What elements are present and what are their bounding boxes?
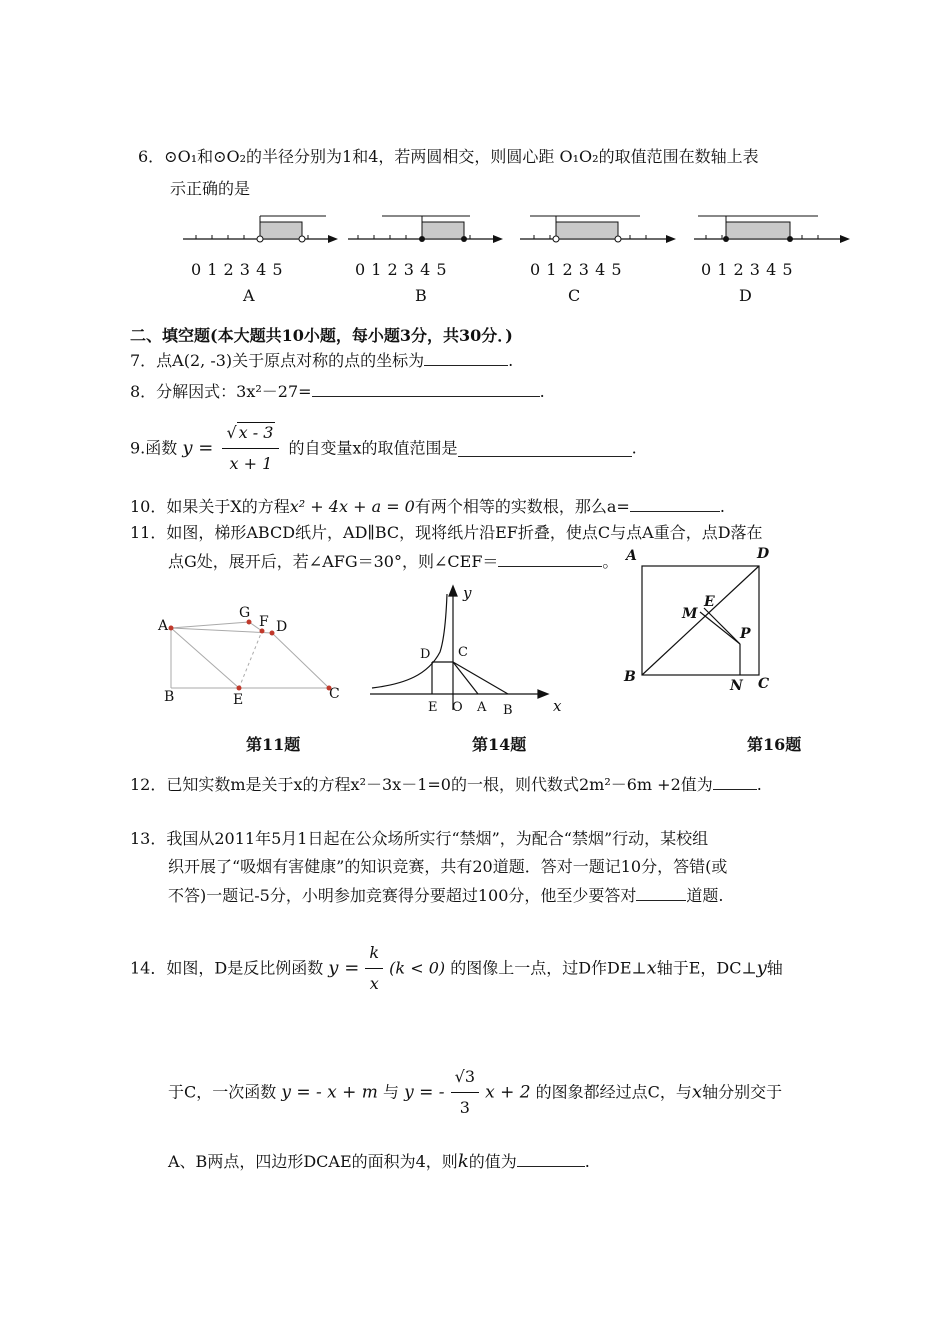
q9-end: . — [631, 438, 637, 458]
fig16-D: D — [757, 546, 770, 562]
q14-line2c: 的图象都经过点C，与 — [535, 1082, 692, 1102]
fig11-B: B — [164, 689, 175, 705]
q14-yaxis: y — [756, 957, 767, 979]
q14-line2b: 与 — [383, 1082, 400, 1102]
q13-blank[interactable] — [636, 884, 686, 901]
figure-14 — [360, 580, 580, 720]
q6-line2: 示正确的是 — [170, 179, 251, 198]
q14-mid: 的图像上一点，过D作DE⊥ — [450, 958, 647, 978]
fig14-y: y — [463, 584, 472, 602]
q8 — [130, 380, 545, 403]
q10-blank[interactable] — [630, 495, 720, 512]
q7-text: 7．点A(2, -3)关于原点对称的点的坐标为 — [130, 351, 425, 370]
q11-end: 。 — [602, 552, 619, 571]
q13-line2: 织开展了“吸烟有害健康”的知识竞赛，共有20道题．答对一题记10分，答错(或 — [168, 857, 728, 876]
q6-line1: 6．⊙O₁和⊙O₂的半径分别为1和4，若两圆相交，则圆心距 O₁O₂的取值范围在数轴上表 — [138, 147, 759, 166]
fig16-caption: 第16题 — [747, 735, 802, 754]
number-line-A — [183, 216, 338, 243]
option-D-label: D — [739, 286, 752, 305]
number-line-B — [348, 216, 503, 243]
q7 — [130, 349, 513, 372]
q9-blank[interactable] — [458, 440, 632, 457]
q14-lin2a: y = - — [404, 1082, 445, 1103]
ticks-A: 0 1 2 3 4 5 — [191, 260, 284, 279]
q14-line3b: 的值为 — [468, 1152, 517, 1171]
q11-line2 — [168, 550, 618, 573]
q14-end1: 轴 — [766, 958, 783, 978]
fig16-C: C — [758, 676, 770, 692]
fig11-C: C — [329, 686, 340, 702]
q14-fden: x — [369, 974, 379, 993]
q10-end: . — [719, 497, 725, 516]
ticks-B: 0 1 2 3 4 5 — [355, 260, 448, 279]
q14-line1 — [130, 940, 783, 997]
fig11-A: A — [158, 618, 169, 634]
fig11-G: G — [239, 605, 251, 621]
q14-lin1: y = - x + m — [281, 1082, 378, 1103]
q8-text: 8．分解因式：3x²－27= — [130, 382, 312, 401]
fig14-caption: 第14题 — [472, 735, 527, 754]
q9-den: x + 1 — [229, 454, 273, 473]
q13-end: 道题. — [686, 886, 724, 905]
q7-blank[interactable] — [424, 349, 508, 366]
q11-blank[interactable] — [498, 550, 602, 567]
q14-xaxis: x — [646, 957, 657, 979]
figure-11 — [155, 600, 355, 710]
q14-fnum: k — [365, 940, 383, 969]
fig16-P: P — [740, 626, 751, 642]
q9-y: y = — [182, 437, 214, 459]
q11-line2-text: 点G处，展开后，若∠AFG＝30°，则∠CEF＝ — [168, 552, 499, 571]
q11-line1: 11．如图，梯形ABCD纸片，AD∥BC，现将纸片沿EF折叠，使点C与点A重合，点D落在 — [130, 523, 763, 542]
ticks-C: 0 1 2 3 4 5 — [530, 260, 623, 279]
q12-text: 12．已知实数m是关于x的方程x²－3x－1=0的一根，则代数式2m²－6m +2值为 — [130, 775, 713, 794]
q14-lin2num: √3 — [451, 1064, 479, 1093]
fig14-D: D — [420, 647, 431, 662]
q14-kvar: k — [457, 1151, 469, 1172]
fig11-D: D — [276, 619, 288, 635]
q8-blank[interactable] — [312, 380, 540, 397]
fig14-E: E — [428, 700, 438, 715]
fig16-E: E — [704, 594, 715, 610]
ticks-D: 0 1 2 3 4 5 — [701, 260, 794, 279]
fig14-C: C — [458, 645, 468, 660]
q10-prefix: 10．如果关于X的方程 — [130, 497, 290, 516]
q13-line3-text: 不答)一题记-5分，小明参加竞赛得分要超过100分，他至少要答对 — [168, 886, 637, 905]
q12-blank[interactable] — [713, 773, 757, 790]
q14-prefix: 14．如图，D是反比例函数 — [130, 958, 324, 978]
fig16-A: A — [626, 548, 637, 564]
fig16-N: N — [730, 678, 743, 694]
q9-suffix: 的自变量x的取值范围是 — [288, 438, 458, 458]
option-B-label: B — [415, 286, 427, 305]
q8-end: . — [539, 382, 545, 401]
q14-line2x: x — [691, 1081, 703, 1103]
q14-line2a: 于C，一次函数 — [168, 1082, 277, 1102]
q9-prefix: 9.函数 — [130, 438, 178, 458]
q12-end: . — [756, 775, 762, 794]
q14-line2d: 轴分别交于 — [702, 1082, 783, 1102]
fig14-O: O — [452, 700, 463, 715]
fig14-B: B — [503, 703, 513, 718]
q12 — [130, 773, 762, 796]
q14-end: . — [584, 1152, 590, 1171]
q9 — [130, 420, 637, 477]
fig16-B: B — [624, 669, 636, 685]
fig14-A: A — [477, 700, 487, 715]
section-title: 二、填空题(本大题共10小题，每小题3分，共30分．) — [130, 326, 513, 345]
q14-mid2: 轴于E，DC⊥ — [656, 958, 757, 978]
q9-fraction: $\frac{√ x - 3}{x + 1}$ — [222, 420, 279, 477]
q14-line3 — [168, 1150, 590, 1173]
q9-num: x - 3 — [238, 423, 274, 442]
q14-blank[interactable] — [517, 1150, 585, 1167]
fig11-caption: 第11题 — [246, 735, 301, 754]
q14-func: y = — [328, 957, 360, 979]
fig16-M: M — [682, 606, 698, 622]
q10 — [130, 495, 725, 518]
q10-equation: x² + 4x + a = 0 — [289, 497, 415, 516]
q10-mid: 有两个相等的实数根，那么a= — [414, 497, 630, 516]
fig11-F: F — [259, 614, 269, 630]
option-A-label: A — [243, 286, 255, 305]
number-line-C — [520, 216, 676, 243]
q14-lin2den: 3 — [459, 1098, 470, 1117]
q14-line2 — [168, 1064, 782, 1121]
q6-number-lines — [178, 206, 868, 306]
fig11-E: E — [233, 692, 244, 708]
q14-lin2b: x + 2 — [485, 1082, 531, 1103]
q13-line3 — [168, 884, 723, 907]
number-line-D — [694, 216, 850, 243]
q14-cond: (k < 0) — [389, 958, 446, 978]
q14-line3a: A、B两点，四边形DCAE的面积为4，则 — [168, 1152, 458, 1171]
q14-fraction — [365, 940, 383, 997]
q13-line1: 13．我国从2011年5月1日起在公众场所实行“禁烟”，为配合“禁烟”行动，某校组 — [130, 829, 709, 848]
q14-lin2-fraction — [451, 1064, 479, 1121]
figure-16 — [618, 540, 788, 700]
fig14-x: x — [553, 697, 562, 715]
q7-end: . — [508, 351, 514, 370]
option-C-label: C — [568, 286, 581, 305]
